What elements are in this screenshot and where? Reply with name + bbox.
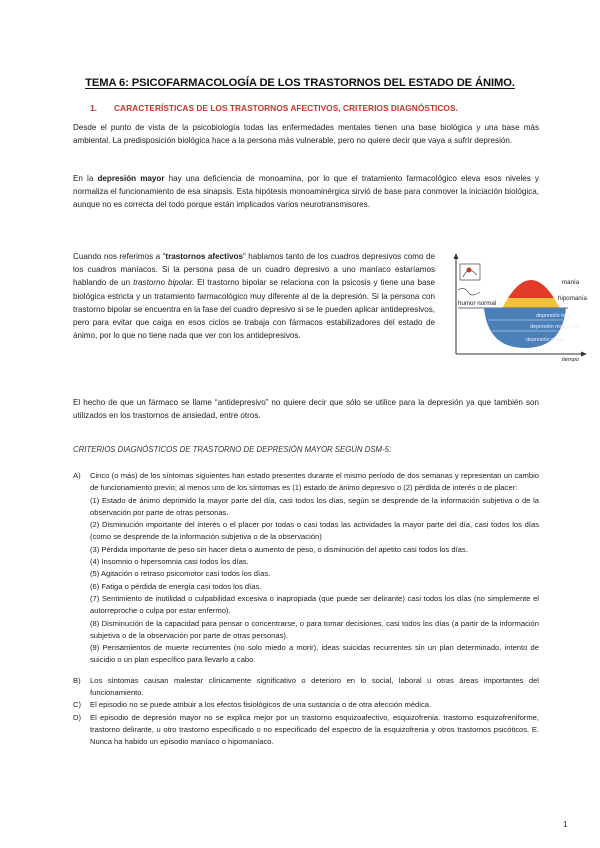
paragraph-depresion-mayor [73,172,539,212]
depresion-grave-label: depresión grave [526,337,565,343]
symptom-item: (1) Estado de ánimo deprimido la mayor parte del día, casi todos los días, según se desprende de la información subjetiva o de la observación por parte de otras personas. [90,495,539,517]
symptom-item: (3) Pérdida importante de peso sin hacer dieta o aumento de peso, o disminución del apetito casi todos los días. [90,544,468,554]
symptom-item: (7) Sentimiento de inutilidad o culpabilidad excesiva o inapropiada (que puede ser delirante) casi todos los días (no simplemente el autorreproche o culpa por estar enfermo). [90,593,539,616]
symptom-item: (6) Fatiga o pérdida de energía casi todos los días. [90,581,262,591]
symptom-item: (4) Insomnio o hipersomnia casi todos los días. [90,557,249,567]
italic-term: trastorno bipolar. [133,278,195,288]
criterion-marker: A) [73,471,81,480]
criterion-text: Los síntomas causan malestar clínicamente significativo o deterioro en lo social, laboral u otras áreas importantes del funcionamiento. [90,675,539,698]
criterion-d [73,712,539,749]
page-number: 1 [563,820,568,829]
x-axis-arrow-icon [581,352,587,357]
paragraph-intro: Desde el punto de vista de la psicobiología todas las enfermedades mentales tienen una base biológica y una base más ambiental. La predisposición biológica hace a la persona más vulnerable, pero no quiere decir que vaya a sufrir depresión. [73,123,539,146]
criterion-b [73,675,539,700]
criteria-list [73,470,539,749]
hipomania-band [502,298,560,308]
symptom-item: (9) Pensamientos de muerte recurrentes (no solo miedo a morir), ideas suicidas recurrentes sin un plan determinado, intento de suicidio o un plan específico para llevarlo a cabo. [90,643,539,665]
y-axis-arrow-icon [454,253,459,259]
criterion-text: El episodio no se puede atribuir a los efectos fisiológicos de una sustancia o de otra afección médica. [90,700,432,710]
criterion-text: Cinco (o más) de los síntomas siguientes han estado presentes durante el mismo período de dos semanas y representan un cambio de funcionamiento previo; al menos uno de los síntomas es (1) estado de ánimo depresivo o (2) pérdida de interés o de placer: [90,471,539,493]
text-span: hay una deficiencia de monoamina, por lo que el tratamiento farmacológico eleva esos niveles y normaliza el funcionamiento de esa sinapsis. Esta hipótesis monoaminérgica sirvió de base para conmover la iniciación biológica, aunque no es correcta del todo porque están implicados varios neurotransmisores. [73,174,539,210]
paragraph-trastornos-afectivos [73,250,435,342]
criterion-a [73,470,539,667]
bold-term: depresión mayor [97,174,165,183]
section-heading-text: CARACTERÍSTICAS DE LOS TRASTORNOS AFECTIVOS, CRITERIOS DIAGNÓSTICOS. [114,103,458,113]
humor-normal-label: humor normal [458,300,497,307]
mania-label: manía [562,279,580,286]
text-span: En la [73,174,98,183]
mood-spectrum-figure [444,250,590,362]
symptom-item: (5) Agitación o retraso psicomotor casi todos los días. [90,569,271,579]
section-heading [90,103,530,113]
criterion-marker: C) [73,700,82,710]
depresion-moderada-label: depresión moderada [530,324,580,330]
face-sketch-icon [458,264,480,295]
criterion-text: El episodio de depresión mayor no se explica mejor por un trastorno esquizoafectivo, esquizofrenia. trastorno esquizofreniforme, trastorno delirante, u otro trastorno especificado o no especificado del espectro de la esquizofrenia y otros trastornos psicóticos. E. Nunca ha habido un episodio maníaco o hipomaníaco. [90,712,539,747]
paragraph-antidepresivo: El hecho de que un fármaco se llame “antidepresivo” no quiere decir que sólo se utilice para la depresión ya que también son utilizados en los trastornos de ansiedad, entre otros. [73,398,539,421]
criterion-marker: D) [73,712,82,722]
symptom-item: (8) Disminución de la capacidad para pensar o concentrarse, o para tomar decisiones, casi todos los días (a partir de la información subjetiva o de la observación por parte de otras personas). [90,618,539,640]
hipomania-label: hipomanía [558,295,587,302]
text-span: ” hablamos tanto de los cuadros depresivos como de los cuadros maníacos. Si la persona pasa de un cuadro depresivo a uno maníaco estaríamos hablando de un [73,252,436,288]
text-span: Cuando nos referimos a “ [73,252,166,261]
symptom-item: (2) Disminución importante del interés o el placer por todas o casi todas las actividades la mayor parte del día, casi todos los días (como se desprende de la información subjetiva o de la observación) [90,520,539,542]
tiempo-label: tiempo [562,357,579,362]
page-title: TEMA 6: PSICOFARMACOLOGÍA DE LOS TRASTORNOS DEL ESTADO DE ÁNIMO. [85,77,515,89]
bold-term: trastornos afectivos [165,252,244,261]
section-number: 1. [90,103,97,113]
text-span: El trastorno bipolar se relaciona con la psicosis y tiene una base biológica estricta y un tratamiento farmacológico muy diferente al de la depresión. Si la persona con trastorno bipolar se encuentra en la fase del cuadro depresivo si se le pueden aplicar antidepresivos, pero para evitar que caiga en esos ciclos se trabaja con fármacos estabilizadores del estado de ánimo, por lo que no tiene nada que ver con los antidepresivos. [73,278,436,341]
criterion-c [73,699,539,711]
depresion-leve-label: depresión leve [536,313,572,319]
mania-band [508,280,554,298]
criteria-title: CRITERIOS DIAGNÓSTICOS DE TRASTORNO DE DEPRESIÓN MAYOR SEGÚN DSM-5: [73,445,392,454]
criterion-marker: B) [73,675,81,685]
